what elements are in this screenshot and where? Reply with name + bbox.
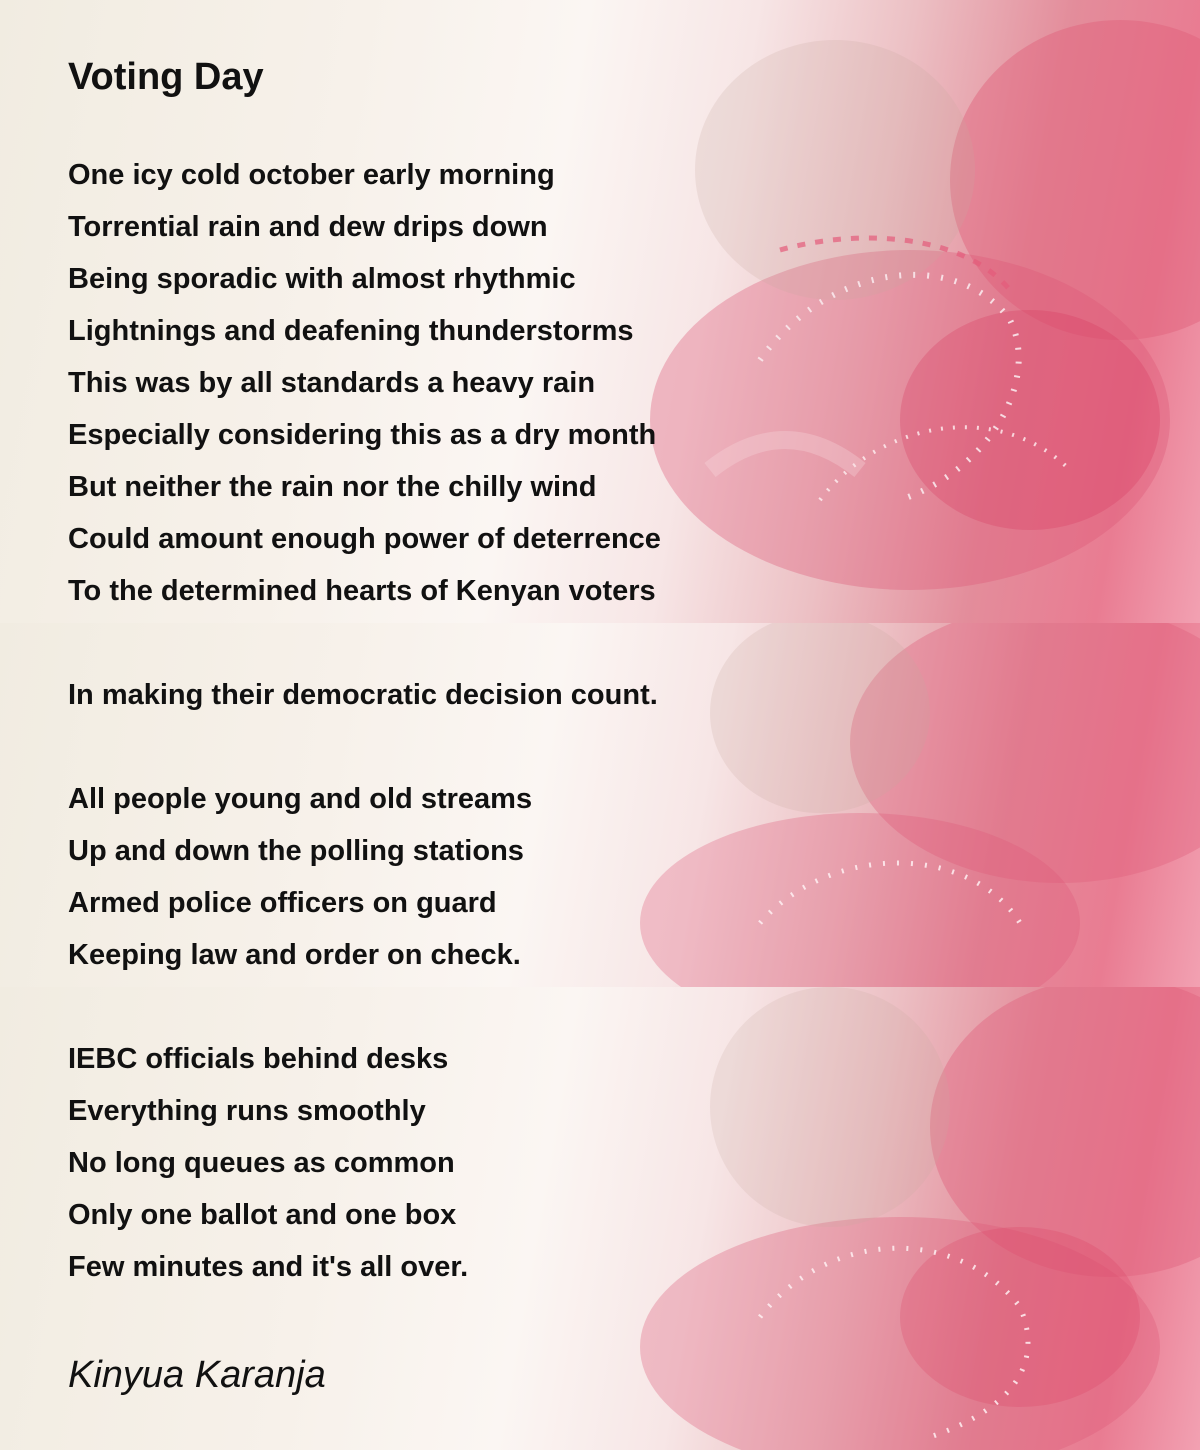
- poem-line: Keeping law and order on check.: [68, 939, 521, 971]
- poem-line: All people young and old streams: [68, 783, 533, 815]
- poem-line: Being sporadic with almost rhythmic: [68, 263, 576, 295]
- poem-line: In making their democratic decision count.: [68, 679, 658, 711]
- poem-line: To the determined hearts of Kenyan voters: [68, 575, 656, 607]
- poem-line: Torrential rain and dew drips down: [68, 211, 548, 243]
- poem-line: Especially considering this as a dry month: [68, 419, 657, 451]
- poem-line: Up and down the polling stations: [68, 835, 524, 867]
- poem-line: Could amount enough power of deterrence: [68, 523, 661, 555]
- poem-line: Everything runs smoothly: [68, 1095, 426, 1127]
- poem-author: Kinyua Karanja: [68, 1354, 326, 1396]
- poem-line: One icy cold october early morning: [68, 159, 555, 191]
- poem-line: Few minutes and it's all over.: [68, 1251, 469, 1283]
- poem-line: IEBC officials behind desks: [68, 1043, 449, 1075]
- poem-line: Lightnings and deafening thunderstorms: [68, 315, 634, 347]
- poem-line: This was by all standards a heavy rain: [68, 367, 596, 399]
- poem-line: Only one ballot and one box: [68, 1199, 457, 1231]
- poem-line: Armed police officers on guard: [68, 887, 497, 919]
- poem-line: No long queues as common: [68, 1147, 455, 1179]
- poem-title: Voting Day: [68, 56, 264, 98]
- poem-line: But neither the rain nor the chilly wind: [68, 471, 597, 503]
